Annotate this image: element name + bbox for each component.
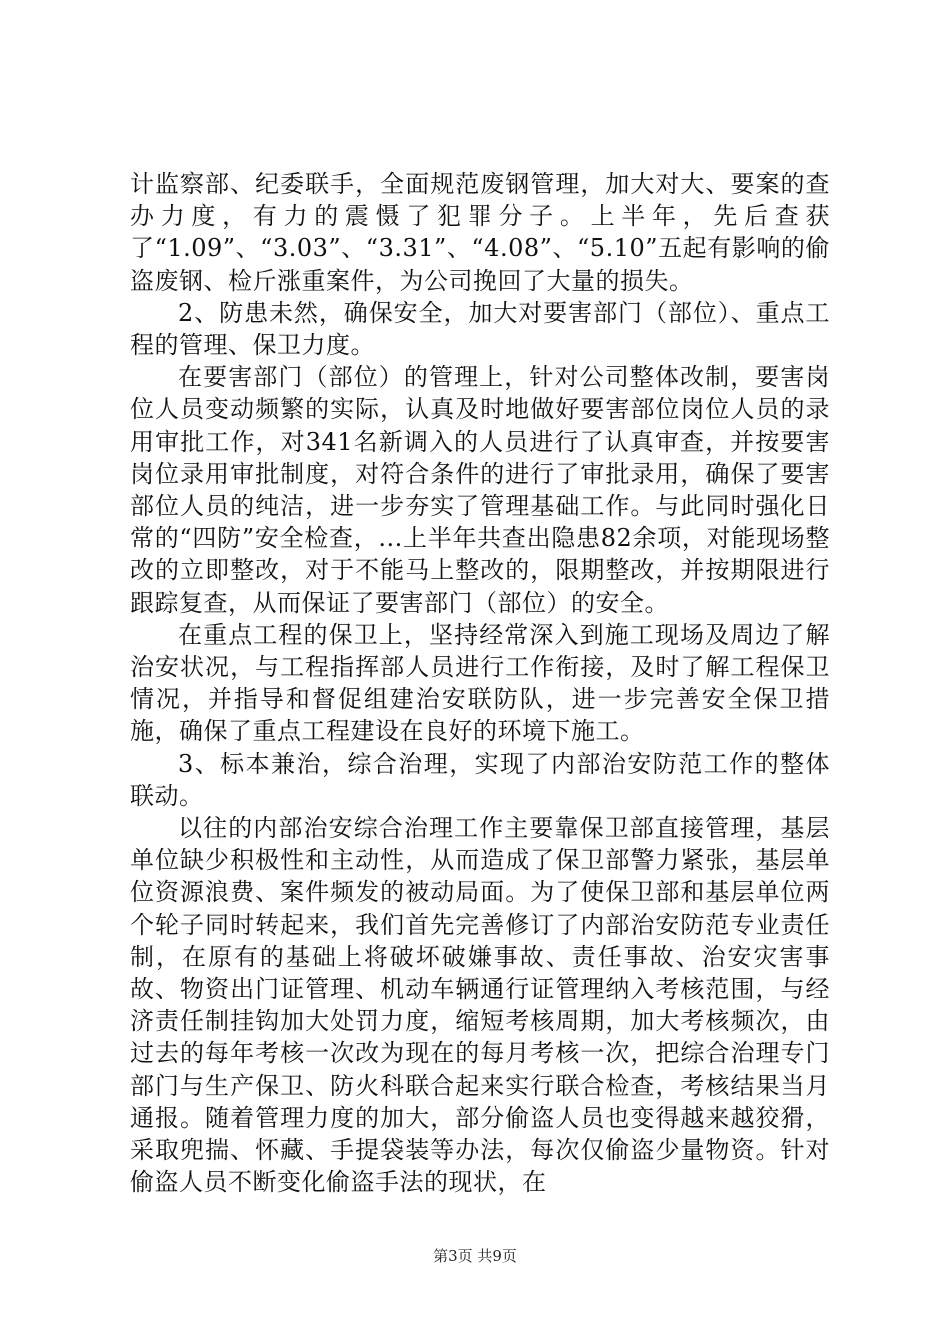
paragraph-key-departments: 在要害部门（部位）的管理上，针对公司整体改制，要害岗位人员变动频繁的实际，认真及时地做好要害部位岗位人员的录用审批工作，对341名新调入的人员进行了认真审查，并按要害岗位录用审批制度，对符合条件的进行了审批录用，确保了要害部位人员的纯洁，进一步夯实了管理基础工作。与此同时强化日常的“四防”安全检查，...上半年共查出隐患82余项，对能现场整改的立即整改，对于不能马上整改的，限期整改，并按期限进行跟踪复查，从而保证了要害部门（部位）的安全。 — [130, 363, 830, 617]
paragraph-key-projects: 在重点工程的保卫上，坚持经常深入到施工现场及周边了解治安状况，与工程指挥部人员进行工作衔接，及时了解工程保卫情况，并指导和督促组建治安联防队，进一步完善安全保卫措施，确保了重点工程建设在良好的环境下施工。 — [130, 620, 830, 746]
paragraph-comprehensive-management: 以往的内部治安综合治理工作主要靠保卫部直接管理，基层单位缺少积极性和主动性，从而造成了保卫部警力紧张，基层单位资源浪费、案件频发的被动局面。为了使保卫部和基层单位两个轮子同时转起来，我们首先完善修订了内部治安防范专业责任制，在原有的基础上将破坏破嫌事故、责任事故、治安灾害事故、物资出门证管理、机动车辆通行证管理纳入考核范围，与经济责任制挂钩加大处罚力度，缩短考核周期，加大考核频次，由过去的每年考核一次改为现在的每月考核一次，把综合治理专门部门与生产保卫、防火科联合起来实行联合检查，考核结果当月通报。随着管理力度的加大，部分偷盗人员也变得越来越狡猾，采取兜揣、怀藏、手提袋装等办法，每次仅偷盗少量物资。针对偷盗人员不断变化偷盗手法的现状，在 — [130, 814, 830, 1197]
paragraph-heading-3: 3、标本兼治，综合治理，实现了内部治安防范工作的整体联动。 — [130, 749, 830, 810]
document-body — [130, 168, 830, 1199]
page-number-footer: 第3页 共9页 — [433, 1247, 517, 1265]
paragraph-heading-2: 2、防患未然，确保安全，加大对要害部门（部位）、重点工程的管理、保卫力度。 — [130, 298, 830, 360]
paragraph-continued: 计监察部、纪委联手，全面规范废钢管理，加大对大、要案的查办力度，有力的震慑了犯罪分子。上半年，先后查获了“1.09”、“3.03”、“3.31”、“4.08”、“5.10”五起有影响的偷盗废钢、检斤涨重案件，为公司挽回了大量的损失。 — [130, 170, 830, 295]
